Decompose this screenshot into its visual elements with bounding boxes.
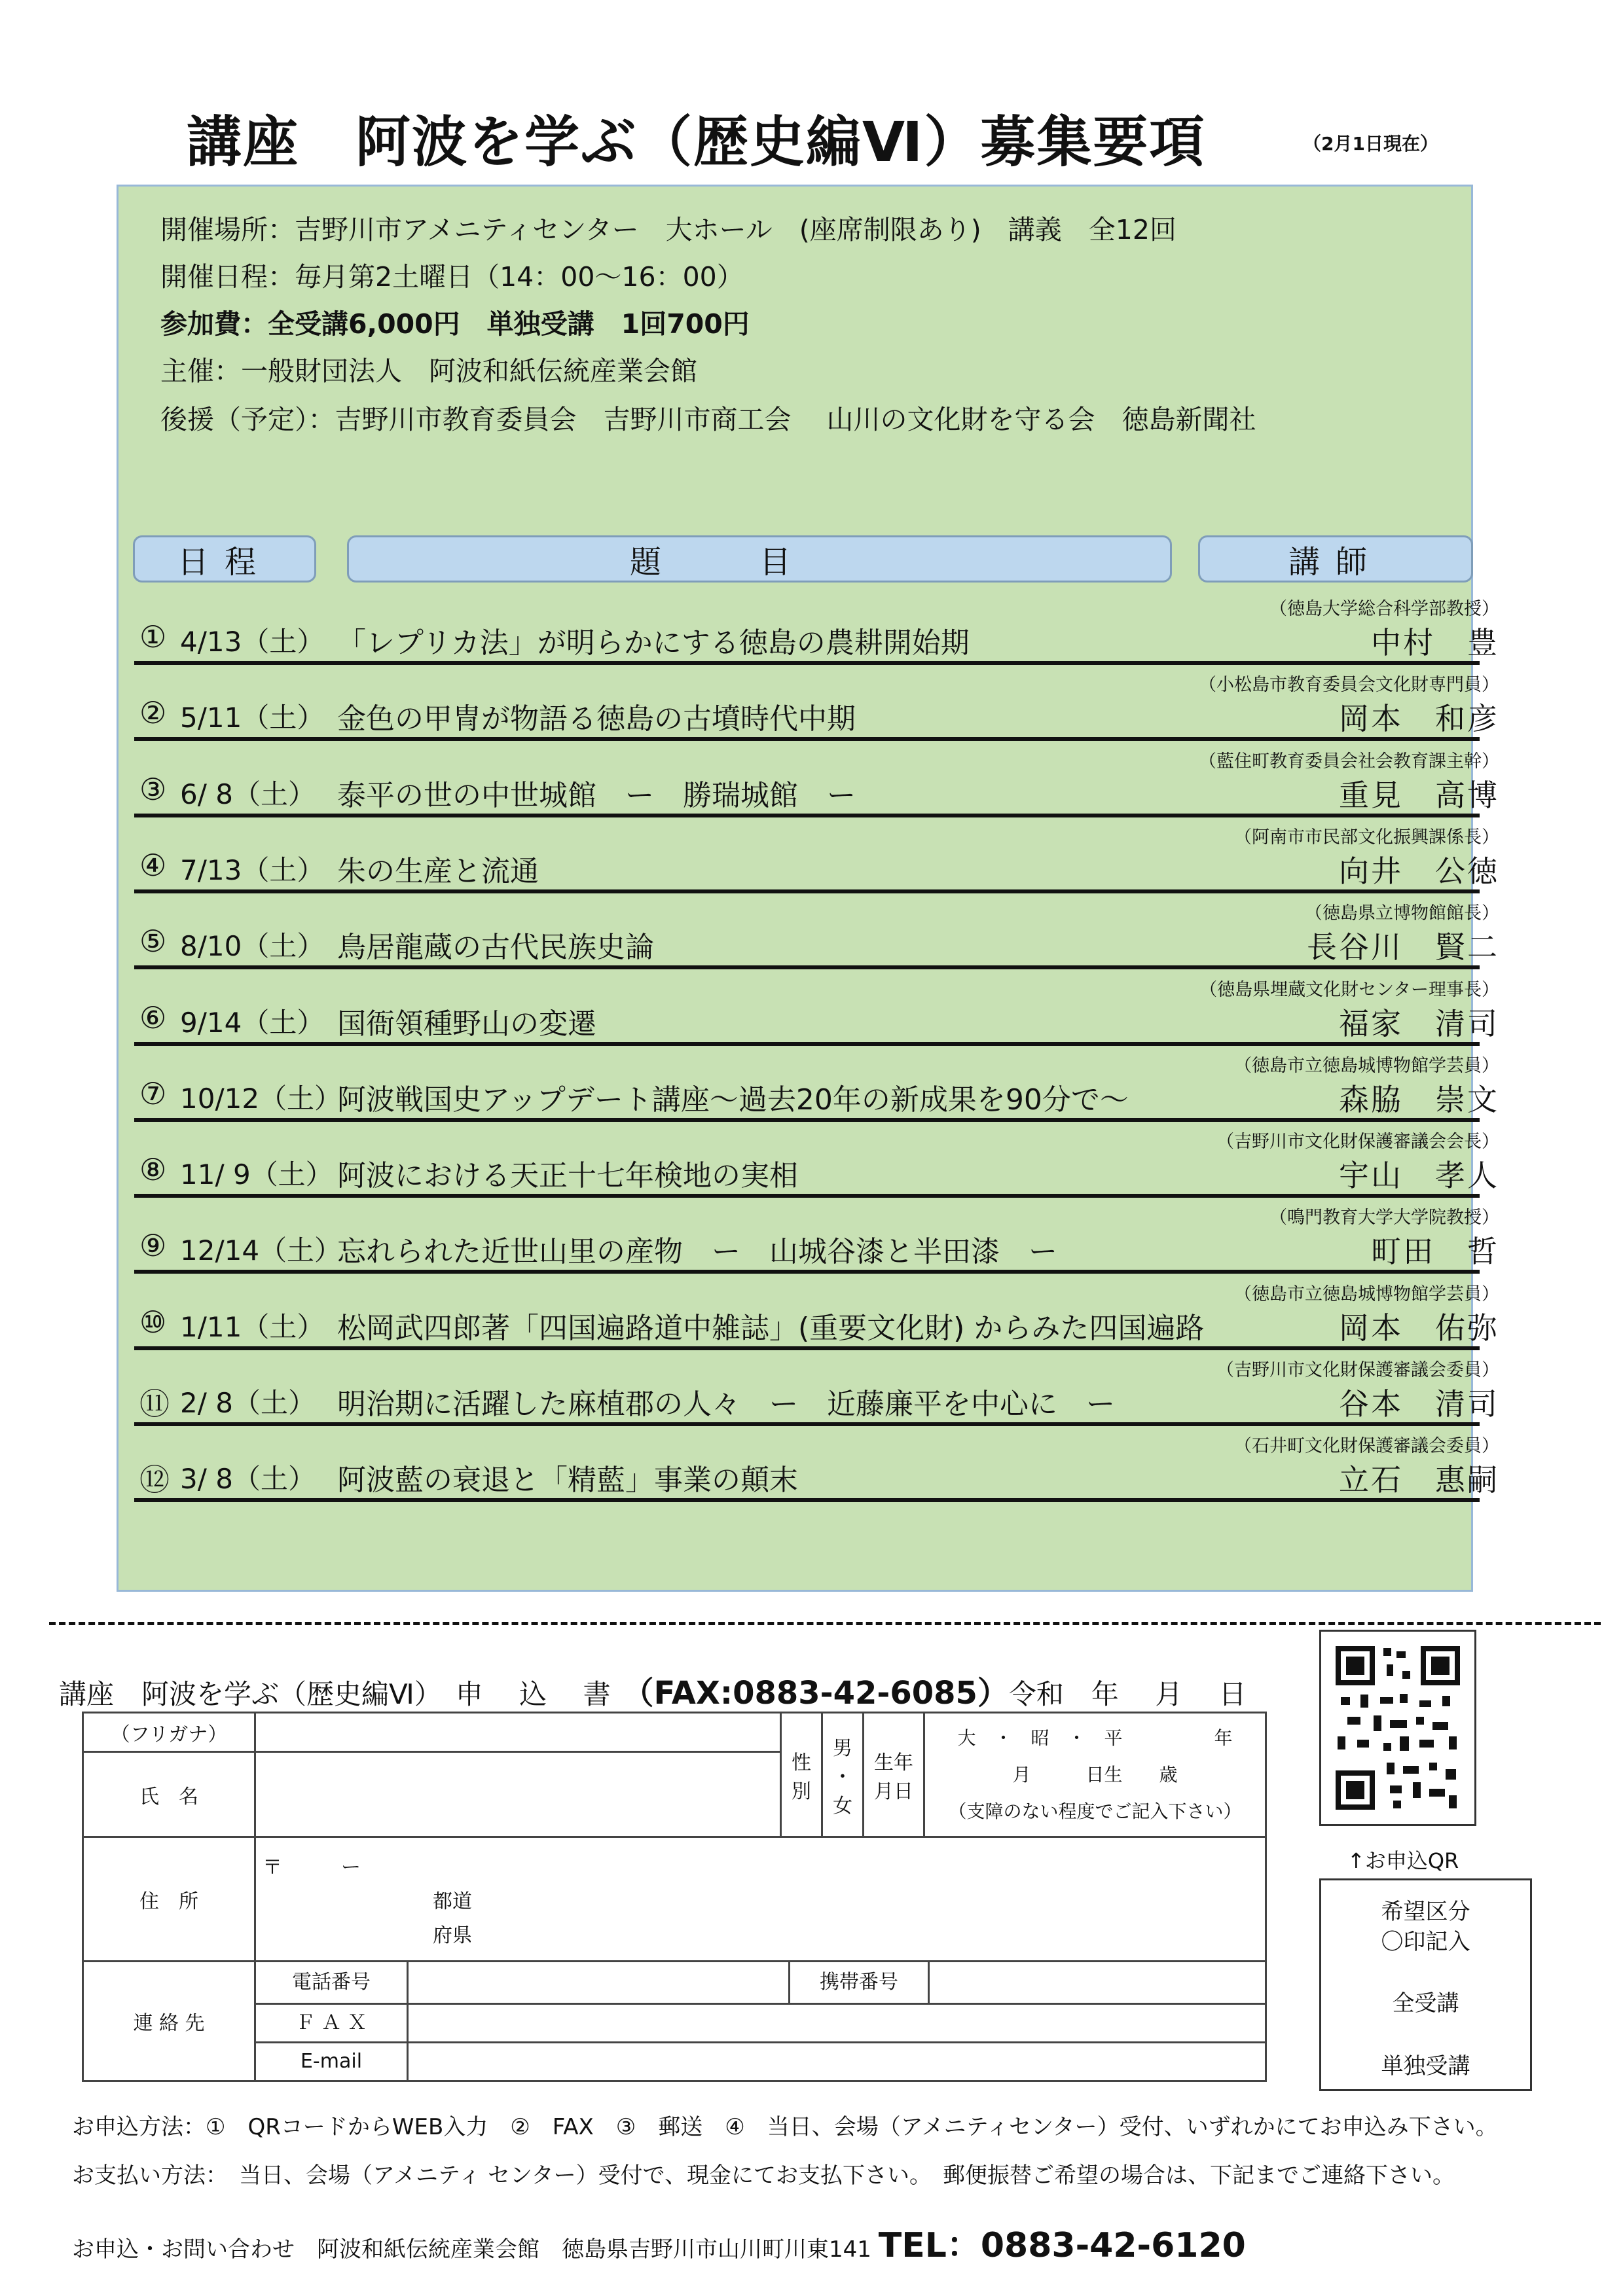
dates-text: 開催日程：毎月第2土曜日（14：00～16：00）: [160, 261, 744, 293]
row-underline: [134, 1498, 1480, 1502]
lecturer-affiliation: （徳島市立徳島城博物館学芸員）: [1234, 1283, 1499, 1304]
lecturer-name: 谷本 清司: [1339, 1386, 1499, 1422]
lecture-date: 2/ 8（土）: [180, 1387, 316, 1419]
lecture-date: 8/10（土）: [180, 930, 325, 963]
contact-tel: TEL：0883-42-6120: [878, 2226, 1246, 2265]
form-title-text: 講座 阿波を学ぶ（歴史編Ⅵ） 申 込 書: [59, 1678, 638, 1710]
lecture-number: ①: [139, 619, 167, 655]
lecture-row: [134, 1051, 1499, 1127]
fax-label: Ｆ Ａ Ｘ: [256, 2005, 409, 2041]
organizer-text: 主催：一般財団法人 阿波和紙伝統産業会館: [160, 355, 697, 387]
lecturer-name: 岡本 和彦: [1339, 701, 1499, 737]
lecture-date: 7/13（土）: [180, 853, 325, 886]
lecture-topic: 金色の甲冑が物語る徳島の古墳時代中期: [337, 702, 856, 736]
page-title: 講座 阿波を学ぶ（歴史編Ⅵ）募集要項: [187, 110, 1206, 174]
lecture-number: ⑫: [139, 1462, 170, 1498]
phone-label: 電話番号: [256, 1962, 409, 2003]
lecturer-name: 森脇 崇文: [1339, 1081, 1499, 1117]
fax-row: [255, 2004, 1266, 2043]
lecture-number: ②: [139, 695, 167, 731]
lecture-row: [134, 594, 1499, 670]
furigana-label: （フリガナ）: [83, 1713, 255, 1752]
lecture-number: ③: [139, 771, 167, 807]
lecture-row: [134, 975, 1499, 1051]
name-label: 氏 名: [83, 1752, 255, 1837]
lecturer-name: 向井 公徳: [1339, 853, 1499, 889]
lecturer-affiliation: （石井町文化財保護審議会委員）: [1234, 1436, 1499, 1457]
sex-label: 性 別: [781, 1713, 822, 1837]
furigana-field[interactable]: [255, 1713, 781, 1752]
form-date: 令和 年 月 日: [1008, 1678, 1247, 1710]
lecture-topic: 阿波における天正十七年検地の実相: [337, 1159, 798, 1193]
lecturer-affiliation: （藍住町教育委員会社会教育課主幹）: [1199, 751, 1499, 772]
row-underline: [134, 1270, 1480, 1274]
lecture-number: ④: [139, 847, 167, 883]
header-topic: 題目: [347, 535, 1172, 583]
lecturer-name: 福家 清司: [1339, 1005, 1499, 1041]
row-underline: [134, 889, 1480, 893]
lecture-topic: 明治期に活躍した麻植郡の人々 ー 近藤廉平を中心に ー: [337, 1388, 1115, 1421]
lecture-topic: 松岡武四郎著「四国遍路道中雑誌」(重要文化財) からみた四国遍路: [337, 1311, 1205, 1345]
lecture-topic: 国衙領種野山の変遷: [337, 1007, 596, 1041]
lecture-row: [134, 823, 1499, 899]
mobile-label: 携帯番号: [790, 1962, 930, 2003]
lecturer-affiliation: （鳴門教育大学大学院教授）: [1269, 1208, 1499, 1229]
row-underline: [134, 661, 1480, 665]
selection-box: [1319, 1878, 1532, 2091]
support-text: 後援（予定）：吉野川市教育委員会 吉野川市商工会 山川の文化財を守る会 徳島新聞社: [160, 404, 1256, 435]
address-label: 住 所: [83, 1837, 255, 1962]
fax-field[interactable]: [409, 2005, 1265, 2041]
pref-label: 都道: [433, 1890, 472, 1913]
header-lecturer: 講師: [1198, 535, 1473, 583]
selection-title: 希望区分: [1381, 1899, 1470, 1925]
lecture-row: [134, 1355, 1499, 1431]
birth-value: 大 ・ 昭 ・ 平 年: [957, 1727, 1233, 1749]
lecturer-affiliation: （徳島県埋蔵文化財センター理事長）: [1199, 979, 1499, 1000]
email-label: E-mail: [256, 2043, 409, 2080]
as-of-date: （2月1日現在）: [1303, 133, 1438, 154]
fee-text: 参加費：全受講6,000円 単独受講 1回700円: [160, 308, 750, 340]
lecturer-name: 中村 豊: [1371, 625, 1499, 660]
lecturer-affiliation: （徳島大学総合科学部教授）: [1269, 599, 1499, 619]
lecturer-affiliation: （吉野川市文化財保護審議会会長）: [1216, 1132, 1499, 1153]
row-underline: [134, 1118, 1480, 1122]
row-underline: [134, 1042, 1480, 1046]
lecturer-affiliation: （小松島市教育委員会文化財専門員）: [1199, 675, 1499, 696]
email-row: [255, 2043, 1266, 2081]
lecture-number: ⑪: [139, 1386, 170, 1422]
qr-code[interactable]: [1319, 1630, 1476, 1826]
lecture-date: 4/13（土）: [180, 626, 325, 658]
lecture-date: 10/12（土）: [180, 1082, 342, 1115]
lecture-date: 11/ 9（土）: [180, 1158, 333, 1191]
lecture-date: 9/14（土）: [180, 1006, 325, 1039]
birth-note: （支障のない程度でご記入下さい）: [948, 1800, 1242, 1822]
lecture-topic: 「レプリカ法」が明らかにする徳島の農耕開始期: [337, 626, 970, 660]
lecture-date: 5/11（土）: [180, 702, 325, 734]
lecture-topic: 朱の生産と流通: [337, 854, 539, 888]
cut-line: [49, 1622, 1601, 1625]
lecture-topic: 泰平の世の中世城館 ー 勝瑞城館 ー: [337, 778, 856, 812]
lecturer-affiliation: （吉野川市文化財保護審議会委員）: [1216, 1360, 1499, 1380]
row-underline: [134, 965, 1480, 969]
postal-mark: 〒 ー: [263, 1856, 361, 1879]
phone-field[interactable]: [409, 1962, 790, 2003]
header-schedule: 日程: [133, 535, 316, 583]
contact-text: [72, 2217, 1246, 2267]
row-underline: [134, 737, 1480, 741]
lecture-row: [134, 1431, 1499, 1507]
lecture-date: 1/11（土）: [180, 1310, 325, 1343]
lecture-number: ⑤: [139, 924, 167, 960]
row-underline: [134, 814, 1480, 817]
lecture-number: ⑦: [139, 1075, 167, 1111]
method-text: お申込方法：① QRコードからWEB入力 ② FAX ③ 郵送 ④ 当日、会場（アメニティセンター）受付、いずれかにてお申込み下さい。: [72, 2114, 1498, 2140]
lecture-number: ⑧: [139, 1152, 167, 1188]
contact-address: お申込・お問い合わせ 阿波和紙伝統産業会館 徳島県吉野川市山川町川東141: [72, 2236, 871, 2263]
row-underline: [134, 1346, 1480, 1350]
address-field[interactable]: [255, 1837, 1266, 1962]
lecture-topic: 阿波戦国史アップデート講座～過去20年の新成果を90分で～: [337, 1083, 1129, 1117]
lecturer-name: 重見 高博: [1339, 777, 1499, 813]
option-all[interactable]: 全受講: [1392, 1990, 1459, 2017]
mobile-field[interactable]: [930, 1962, 1265, 2003]
lecture-topic: 鳥居龍蔵の古代民族史論: [337, 931, 654, 965]
lecturer-affiliation: （徳島市立徳島城博物館学芸員）: [1234, 1055, 1499, 1076]
birth-field[interactable]: [924, 1713, 1266, 1837]
lecturer-name: 立石 惠嗣: [1339, 1462, 1499, 1498]
lecturer-name: 町田 哲: [1371, 1234, 1499, 1270]
lecture-row: [134, 747, 1499, 823]
form-fax: （FAX:0883-42-6085）: [638, 1675, 1009, 1712]
lecturer-affiliation: （阿南市市民部文化振興課係長）: [1234, 827, 1499, 848]
selection-instruction: 〇印記入: [1381, 1929, 1470, 1955]
email-field[interactable]: [409, 2043, 1265, 2080]
sex-options[interactable]: 男 ・ 女: [822, 1713, 864, 1837]
lecture-date: 3/ 8（土）: [180, 1463, 316, 1496]
form-title: [59, 1668, 1247, 1713]
lecture-date: 12/14（土）: [180, 1234, 342, 1267]
lecture-topic: 忘れられた近世山里の産物 ー 山城谷漆と半田漆 ー: [337, 1235, 1057, 1269]
pref-label2: 府県: [433, 1924, 472, 1947]
row-underline: [134, 1194, 1480, 1198]
lecture-row: [134, 899, 1499, 975]
lecturer-affiliation: （徳島県立博物館館長）: [1305, 903, 1499, 924]
venue-text: 開催場所：吉野川市アメニティセンター 大ホール (座席制限あり) 講義 全12回: [160, 214, 1176, 245]
lecture-number: ⑨: [139, 1228, 167, 1264]
phone-row: [255, 1962, 1266, 2004]
qr-caption: ↑お申込QR: [1347, 1848, 1459, 1873]
lecture-row: [134, 1280, 1499, 1355]
row-underline: [134, 1422, 1480, 1426]
qr-code-icon: [1321, 1632, 1474, 1824]
contact-label: 連 絡 先: [83, 1962, 255, 2081]
lecture-date: 6/ 8（土）: [180, 778, 316, 810]
lecturer-name: 宇山 孝人: [1339, 1158, 1499, 1194]
lecture-topic: 阿波藍の衰退と「精藍」事業の顛末: [337, 1463, 798, 1498]
lecture-number: ⑥: [139, 999, 167, 1035]
lecturer-name: 長谷川 賢二: [1307, 929, 1499, 965]
birth-value2: 月 日生 歳: [1012, 1763, 1178, 1785]
name-field[interactable]: [255, 1752, 781, 1837]
lecturer-name: 岡本 佑弥: [1339, 1310, 1499, 1346]
birth-label: 生年 月日: [864, 1713, 924, 1837]
lecture-number: ⑩: [139, 1304, 167, 1340]
option-single[interactable]: 単独受講: [1381, 2053, 1470, 2079]
lecture-row: [134, 1203, 1499, 1279]
application-form: [82, 1712, 1267, 2082]
payment-text: お支払い方法： 当日、会場（アメニティ センター）受付で、現金にてお支払下さい。 郵便振替ご希望の場合は、下記までご連絡下さい。: [72, 2162, 1455, 2189]
lecture-row: [134, 670, 1499, 746]
lecture-row: [134, 1127, 1499, 1203]
